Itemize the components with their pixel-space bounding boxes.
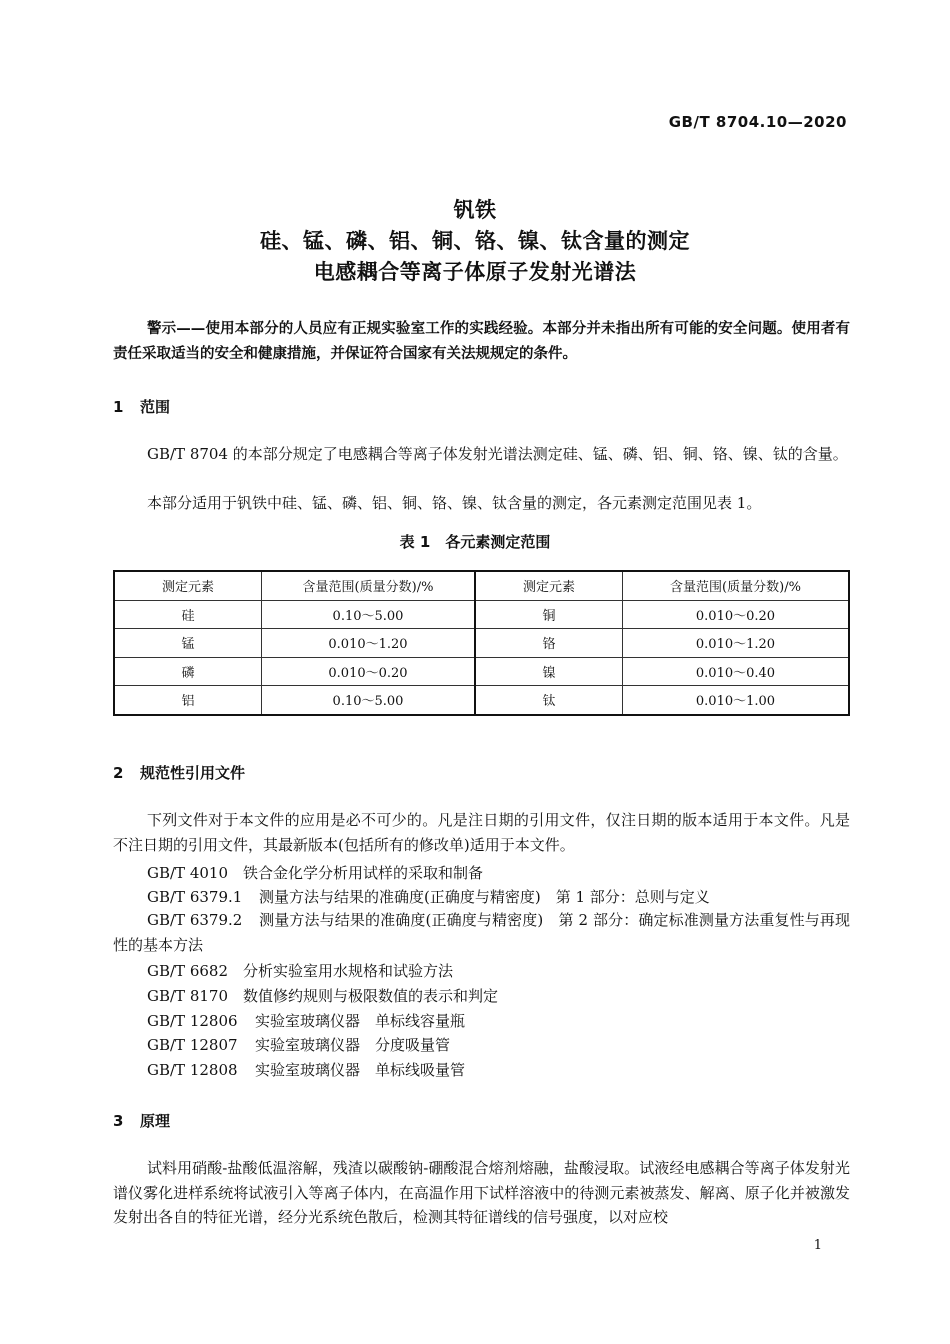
table-header-cell: 含量范围(质量分数)/% — [623, 571, 850, 600]
table-cell: 硅 — [114, 600, 262, 629]
element-range-table — [113, 570, 850, 716]
document-title — [0, 195, 950, 288]
table-cell: 镍 — [475, 657, 623, 686]
section-1-title: 范围 — [140, 398, 171, 416]
table-cell: 锰 — [114, 629, 262, 658]
reference-item — [147, 862, 483, 883]
table-row — [114, 686, 849, 715]
table-row — [114, 629, 849, 658]
table-cell: 0.010～0.40 — [623, 657, 850, 686]
table-1-caption: 表 1 各元素测定范围 — [399, 533, 551, 551]
table-cell: 0.10～5.00 — [262, 686, 476, 715]
reference-title: 分析实验室用水规格和试验方法 — [243, 962, 454, 980]
reference-code: GB/T 12808 — [147, 1061, 238, 1079]
reference-code: GB/T 4010 — [147, 864, 229, 882]
reference-item — [147, 1059, 465, 1080]
title-line-1: 钒铁 — [453, 198, 497, 222]
table-row — [114, 600, 849, 629]
table-cell: 0.010～1.00 — [623, 686, 850, 715]
reference-title: 铁合金化学分析用试样的采取和制备 — [243, 864, 484, 882]
reference-code: GB/T 6379.2 — [147, 911, 243, 929]
title-line-3: 电感耦合等离子体原子发射光谱法 — [313, 260, 637, 284]
table-cell: 铜 — [475, 600, 623, 629]
reference-code: GB/T 8170 — [147, 987, 229, 1005]
reference-title: 实验室玻璃仪器 单标线容量瓶 — [255, 1012, 466, 1030]
table-cell: 0.010～1.20 — [262, 629, 476, 658]
table-row — [114, 657, 849, 686]
reference-title: 实验室玻璃仪器 分度吸量管 — [255, 1036, 451, 1054]
section-1-number: 1 — [113, 398, 124, 416]
section-1-para-2: 本部分适用于钒铁中硅、锰、磷、铝、铜、铬、镍、钛含量的测定，各元素测定范围见表 1。 — [147, 494, 762, 512]
table-cell: 0.010～1.20 — [623, 629, 850, 658]
table-cell: 磷 — [114, 657, 262, 686]
reference-title: 数值修约规则与极限数值的表示和判定 — [243, 987, 499, 1005]
section-2-title: 规范性引用文件 — [140, 764, 246, 782]
reference-item — [147, 960, 453, 981]
reference-code: GB/T 12806 — [147, 1012, 238, 1030]
table-header-row — [114, 571, 849, 600]
reference-item — [147, 886, 710, 907]
section-3-number: 3 — [113, 1112, 124, 1130]
table-cell: 铝 — [114, 686, 262, 715]
section-3-title: 原理 — [140, 1112, 171, 1130]
section-1-heading — [113, 396, 170, 417]
table-cell: 铬 — [475, 629, 623, 658]
reference-item — [147, 1034, 450, 1055]
table-cell: 钛 — [475, 686, 623, 715]
reference-title: 测量方法与结果的准确度(正确度与精密度) 第 1 部分：总则与定义 — [259, 888, 710, 906]
table-header-cell: 测定元素 — [475, 571, 623, 600]
title-line-2: 硅、锰、磷、铝、铜、铬、镍、钛含量的测定 — [260, 229, 690, 253]
reference-item — [113, 908, 850, 957]
warning-paragraph: 警示——使用本部分的人员应有正规实验室工作的实践经验。本部分并未指出所有可能的安全问题。使用者有责任采取适当的安全和健康措施，并保证符合国家有关法规规定的条件。 — [113, 321, 850, 362]
section-3-heading — [113, 1110, 170, 1131]
reference-title: 测量方法与结果的准确度(正确度与精密度) 第 2 部分：确定标准测量方法重复性与再现性的基本方法 — [113, 911, 850, 954]
section-2-intro: 下列文件对于本文件的应用是必不可少的。凡是注日期的引用文件，仅注日期的版本适用于本文件。凡是不注日期的引用文件，其最新版本(包括所有的修改单)适用于本文件。 — [113, 811, 850, 854]
reference-item — [147, 1010, 465, 1031]
section-2-heading — [113, 762, 245, 783]
table-cell: 0.010～0.20 — [623, 600, 850, 629]
table-cell: 0.10～5.00 — [262, 600, 476, 629]
table-header-cell: 测定元素 — [114, 571, 262, 600]
standard-code: GB/T 8704.10—2020 — [668, 113, 847, 131]
page-number: 1 — [813, 1238, 822, 1253]
reference-title: 实验室玻璃仪器 单标线吸量管 — [255, 1061, 466, 1079]
table-cell: 0.010～0.20 — [262, 657, 476, 686]
section-3-para: 试料用硝酸-盐酸低温溶解，残渣以碳酸钠-硼酸混合熔剂熔融，盐酸浸取。试液经电感耦合等离子体发射光谱仪雾化进样系统将试液引入等离子体内，在高温作用下试样溶液中的待测元素被蒸发、解离、原子化并被激发发射出各自的特征光谱，经分光系统色散后，检测其特征谱线的信号强度，以对应校 — [113, 1159, 850, 1226]
reference-code: GB/T 6682 — [147, 962, 229, 980]
section-1-para-1: GB/T 8704 的本部分规定了电感耦合等离子体发射光谱法测定硅、锰、磷、铝、铜、铬、镍、钛的含量。 — [147, 445, 848, 463]
reference-code: GB/T 6379.1 — [147, 888, 243, 906]
table-header-cell: 含量范围(质量分数)/% — [262, 571, 476, 600]
reference-code: GB/T 12807 — [147, 1036, 238, 1054]
reference-item — [147, 985, 498, 1006]
section-2-number: 2 — [113, 764, 124, 782]
